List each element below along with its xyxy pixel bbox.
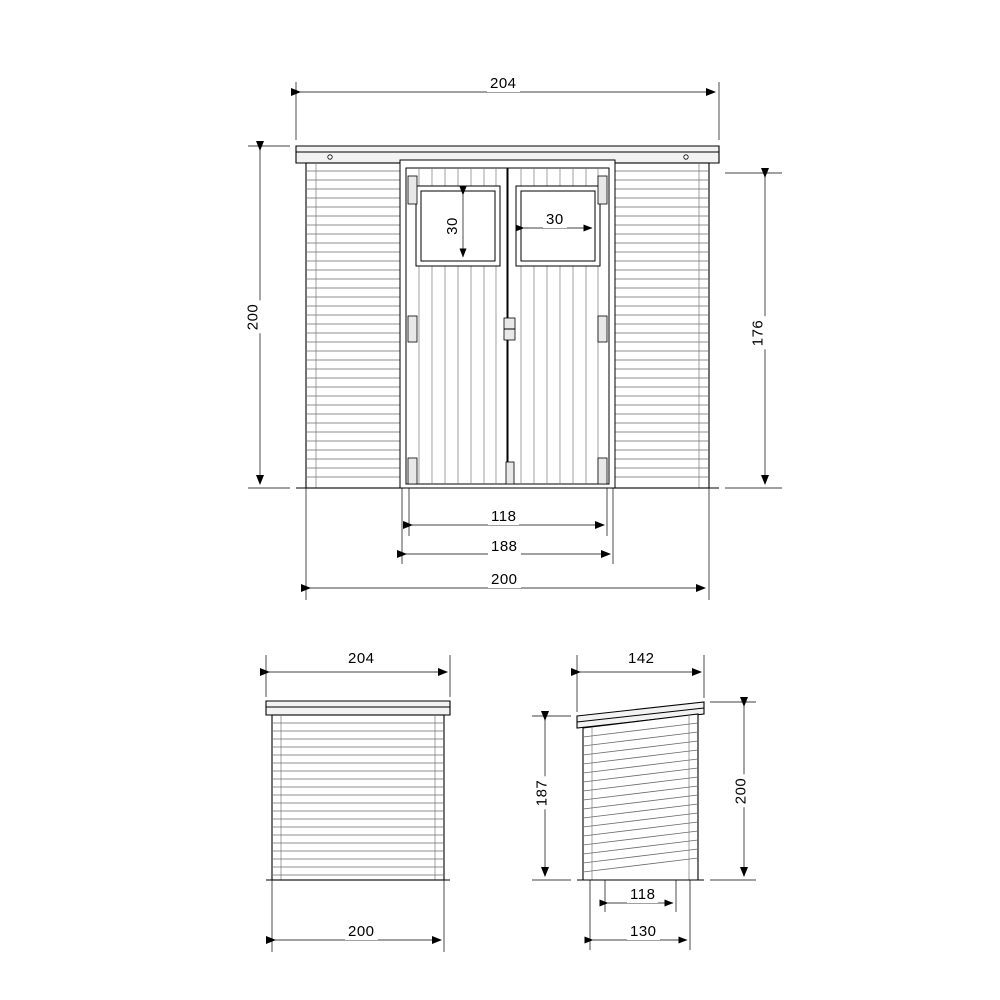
side-elevation-view (532, 655, 756, 950)
dim-front-base-width: 200 (488, 572, 521, 588)
dim-front-door-opening: 188 (488, 539, 521, 555)
rear-elevation-view (266, 655, 450, 952)
front-right-wall (611, 163, 709, 488)
dim-side-top-width: 142 (625, 651, 658, 667)
dim-front-top-width: 204 (487, 76, 520, 92)
dim-front-right-height: 176 (750, 317, 766, 350)
dim-front-window-right: 30 (543, 212, 567, 228)
dim-front-door-leaf: 118 (488, 509, 519, 525)
dim-front-left-height: 200 (245, 301, 261, 334)
front-door-assembly (400, 160, 615, 488)
front-left-wall (306, 163, 404, 488)
dim-side-left-height: 187 (534, 777, 550, 810)
dim-side-right-height: 200 (733, 775, 749, 808)
dim-rear-base-width: 200 (345, 924, 378, 940)
dim-rear-top-width: 204 (345, 651, 378, 667)
dim-front-window-left: 30 (445, 214, 461, 238)
dim-side-base-inner: 118 (627, 887, 658, 903)
dim-side-base-outer: 130 (627, 924, 660, 940)
